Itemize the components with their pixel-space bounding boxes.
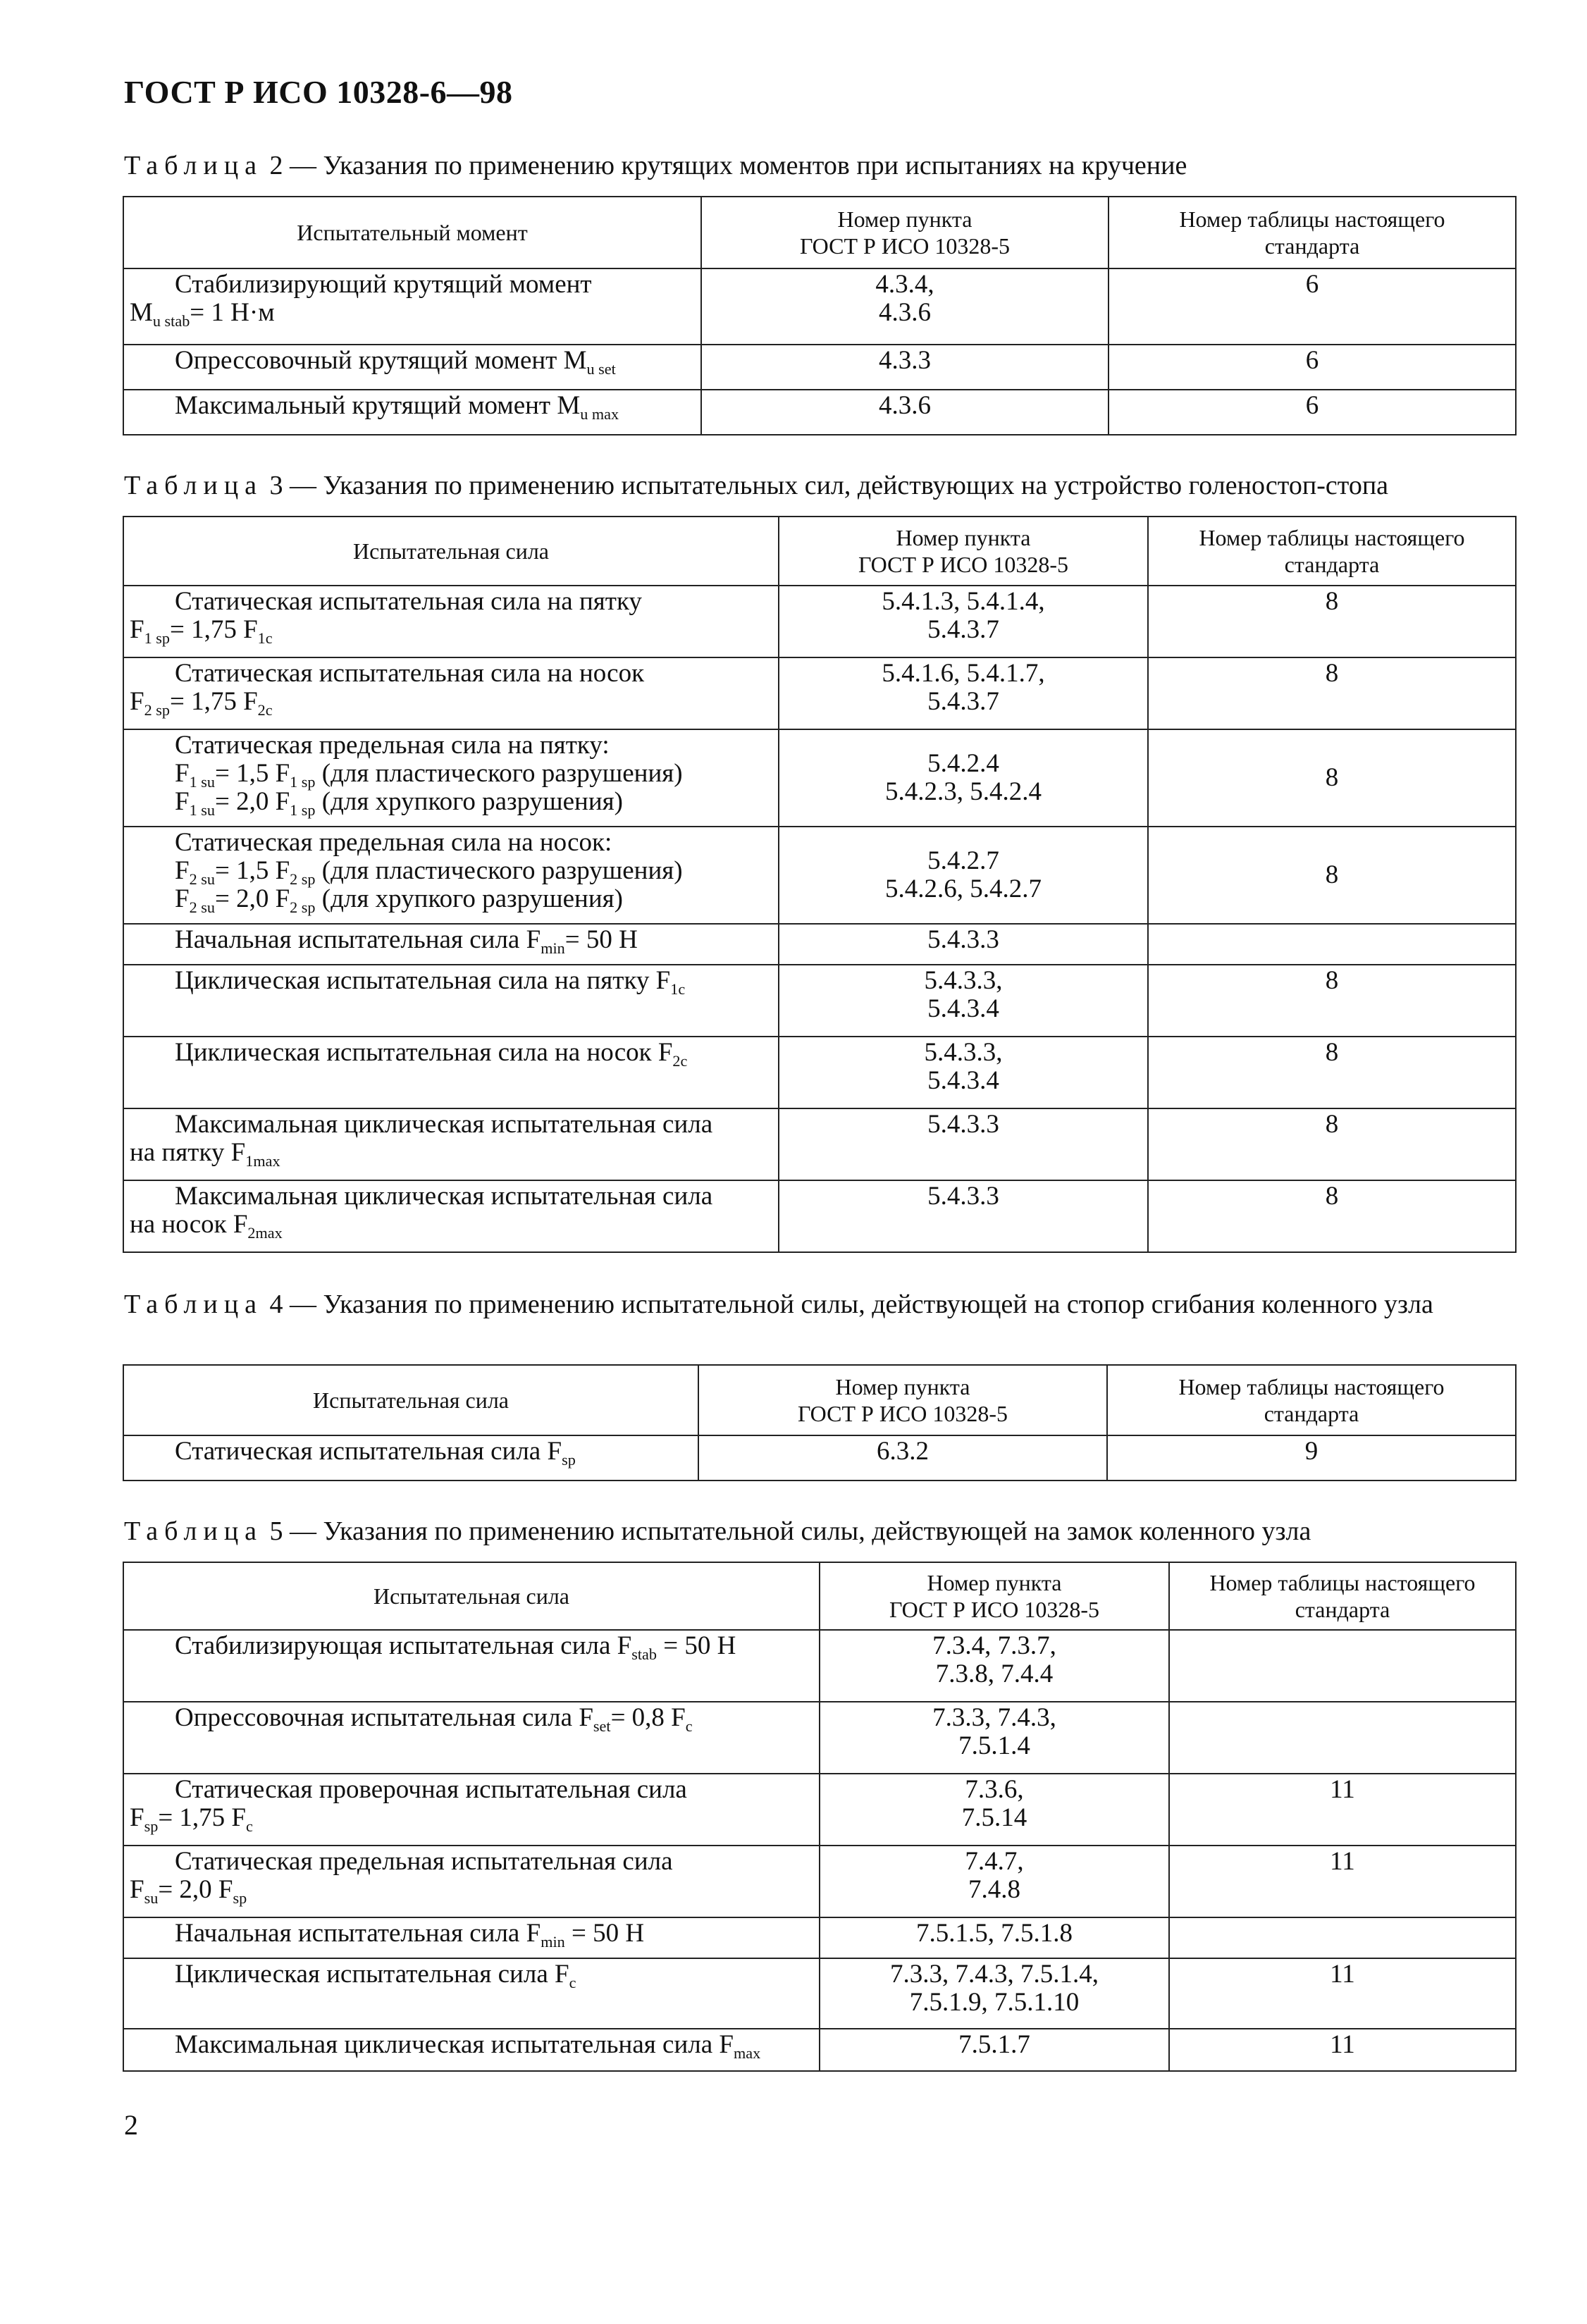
row-table-number: 6 — [1109, 268, 1516, 345]
row-table-number: 8 — [1148, 1108, 1516, 1180]
row-label: Циклическая испытательная сила на пятку $F_{1c}$ — [123, 965, 779, 1037]
table-3 — [123, 516, 1517, 1253]
table-2 — [123, 196, 1517, 435]
row-clause: 7.3.6, 7.5.14 — [820, 1774, 1169, 1846]
table-row — [123, 268, 1516, 345]
column-header-clause: Номер пункта ГОСТ Р ИСО 10328-5 — [698, 1365, 1107, 1435]
table-4-header-row — [123, 1365, 1516, 1435]
row-clause: 6.3.2 — [698, 1435, 1107, 1481]
table-2-header-row — [123, 197, 1516, 268]
row-label: Стабилизирующий крутящий момент $M_{u stab}= 1$ Н·м — [123, 268, 701, 345]
row-table-number: 8 — [1148, 827, 1516, 924]
row-label: Статическая испытательная сила $F_{sp}$ — [123, 1435, 698, 1481]
table-4 — [123, 1364, 1517, 1481]
row-table-number — [1169, 1702, 1516, 1774]
row-label: Максимальный крутящий момент $M_{u max}$ — [123, 390, 701, 435]
table-2-caption — [124, 149, 1517, 182]
row-label: Максимальная циклическая испытательная сила на носок $F_{2max}$ — [123, 1180, 779, 1252]
row-label: Максимальная циклическая испытательная сила $F_{max}$ — [123, 2029, 820, 2071]
column-header-table-number: Номер таблицы настоящего стандарта — [1109, 197, 1516, 268]
row-table-number: 11 — [1169, 1774, 1516, 1846]
row-label: Стабилизирующая испытательная сила $F_{stab} = 50$ Н — [123, 1630, 820, 1702]
row-clause: 5.4.3.3, 5.4.3.4 — [779, 965, 1148, 1037]
row-label: Статическая испытательная сила на пятку $F_{1 sp}= 1,75$ $F_{1c}$ — [123, 586, 779, 657]
table-2-caption-word: Таблица — [124, 151, 264, 180]
row-clause: 5.4.3.3 — [779, 1180, 1148, 1252]
table-row — [123, 1958, 1516, 2029]
row-table-number: 9 — [1107, 1435, 1516, 1481]
row-table-number: 6 — [1109, 345, 1516, 390]
row-clause: 5.4.1.6, 5.4.1.7, 5.4.3.7 — [779, 657, 1148, 729]
row-label: Начальная испытательная сила $F_{min} = 50$ Н — [123, 1917, 820, 1958]
column-header-force: Испытательная сила — [123, 517, 779, 586]
table-row — [123, 390, 1516, 435]
row-clause: 7.5.1.7 — [820, 2029, 1169, 2071]
table-row — [123, 729, 1516, 827]
row-clause: 5.4.1.3, 5.4.1.4, 5.4.3.7 — [779, 586, 1148, 657]
row-table-number: 11 — [1169, 2029, 1516, 2071]
page-number: 2 — [124, 2109, 138, 2141]
table-4-caption — [124, 1288, 1517, 1321]
column-header-table-number: Номер таблицы настоящего стандарта — [1107, 1365, 1516, 1435]
row-clause: 5.4.3.3 — [779, 1108, 1148, 1180]
row-table-number: 8 — [1148, 965, 1516, 1037]
row-table-number: 8 — [1148, 657, 1516, 729]
table-3-caption-word: Таблица — [124, 471, 264, 500]
row-table-number: 8 — [1148, 1037, 1516, 1108]
column-header-clause: Номер пункта ГОСТ Р ИСО 10328-5 — [779, 517, 1148, 586]
row-table-number: 8 — [1148, 586, 1516, 657]
row-table-number — [1148, 924, 1516, 965]
table-row — [123, 1180, 1516, 1252]
row-clause: 7.5.1.5, 7.5.1.8 — [820, 1917, 1169, 1958]
column-header-clause: Номер пункта ГОСТ Р ИСО 10328-5 — [701, 197, 1109, 268]
row-table-number: 11 — [1169, 1958, 1516, 2029]
row-clause: 4.3.6 — [701, 390, 1109, 435]
row-table-number — [1169, 1917, 1516, 1958]
row-clause: 4.3.4, 4.3.6 — [701, 268, 1109, 345]
table-row — [123, 924, 1516, 965]
column-header-clause: Номер пункта ГОСТ Р ИСО 10328-5 — [820, 1562, 1169, 1630]
table-5-header-row — [123, 1562, 1516, 1630]
column-header-table-number: Номер таблицы настоящего стандарта — [1148, 517, 1516, 586]
table-5-caption — [124, 1515, 1517, 1547]
row-label: Максимальная циклическая испытательная сила на пятку $F_{1max}$ — [123, 1108, 779, 1180]
row-clause: 7.3.4, 7.3.7, 7.3.8, 7.4.4 — [820, 1630, 1169, 1702]
row-clause: 4.3.3 — [701, 345, 1109, 390]
table-row — [123, 345, 1516, 390]
table-row — [123, 965, 1516, 1037]
document-header: ГОСТ Р ИСО 10328-6—98 — [124, 74, 513, 110]
table-row — [123, 1702, 1516, 1774]
row-clause: 5.4.3.3 — [779, 924, 1148, 965]
table-row — [123, 657, 1516, 729]
row-label: Статическая предельная испытательная сила $F_{su}= 2,0$ $F_{sp}$ — [123, 1846, 820, 1917]
table-row — [123, 1037, 1516, 1108]
row-label: Статическая испытательная сила на носок $F_{2 sp}= 1,75$ $F_{2c}$ — [123, 657, 779, 729]
column-header-moment: Испытательный момент — [123, 197, 701, 268]
column-header-table-number: Номер таблицы настоящего стандарта — [1169, 1562, 1516, 1630]
row-table-number: 8 — [1148, 729, 1516, 827]
table-3-caption — [124, 469, 1517, 502]
row-table-number — [1169, 1630, 1516, 1702]
table-5-caption-word: Таблица — [124, 1516, 264, 1546]
table-4-caption-text: 4 — Указания по применению испытательной силы, действующей на стопор сгибания коленного узла — [269, 1290, 1433, 1319]
table-4-caption-word: Таблица — [124, 1290, 264, 1319]
column-header-force: Испытательная сила — [123, 1365, 698, 1435]
table-row — [123, 1917, 1516, 1958]
table-5 — [123, 1562, 1517, 2072]
row-label: Опрессовочный крутящий момент $M_{u set}$ — [123, 345, 701, 390]
column-header-force: Испытательная сила — [123, 1562, 820, 1630]
table-3-caption-text: 3 — Указания по применению испытательных сил, действующих на устройство голеностоп-стопа — [269, 471, 1389, 500]
row-clause: 5.4.2.7 5.4.2.6, 5.4.2.7 — [779, 827, 1148, 924]
table-row — [123, 1435, 1516, 1481]
row-label: Циклическая испытательная сила $F_c$ — [123, 1958, 820, 2029]
table-row — [123, 827, 1516, 924]
row-label: Начальная испытательная сила $F_{min}= 50$ Н — [123, 924, 779, 965]
row-label: Статическая проверочная испытательная сила $F_{sp}= 1,75$ $F_c$ — [123, 1774, 820, 1846]
row-clause: 5.4.3.3, 5.4.3.4 — [779, 1037, 1148, 1108]
table-row — [123, 1630, 1516, 1702]
row-table-number: 11 — [1169, 1846, 1516, 1917]
row-clause: 7.4.7, 7.4.8 — [820, 1846, 1169, 1917]
row-label: Статическая предельная сила на носок: $F_{2 su}= 1,5$ $F_{2 sp}$ (для пластического разрушения) $F_{2 su}= 2,0$ $F_{2 sp}$ (для хрупкого разрушения) — [123, 827, 779, 924]
row-table-number: 8 — [1148, 1180, 1516, 1252]
row-label: Статическая предельная сила на пятку: $F_{1 su}= 1,5$ $F_{1 sp}$ (для пластического разрушения) $F_{1 su}= 2,0$ $F_{1 sp}$ (для хрупкого разрушения) — [123, 729, 779, 827]
table-row — [123, 1108, 1516, 1180]
table-row — [123, 1774, 1516, 1846]
table-row — [123, 1846, 1516, 1917]
table-5-caption-text: 5 — Указания по применению испытательной силы, действующей на замок коленного узла — [269, 1516, 1311, 1546]
row-clause: 7.3.3, 7.4.3, 7.5.1.4, 7.5.1.9, 7.5.1.10 — [820, 1958, 1169, 2029]
row-table-number: 6 — [1109, 390, 1516, 435]
table-3-header-row — [123, 517, 1516, 586]
table-row — [123, 586, 1516, 657]
table-2-caption-text: 2 — Указания по применению крутящих моментов при испытаниях на кручение — [269, 151, 1187, 180]
table-row — [123, 2029, 1516, 2071]
row-label: Опрессовочная испытательная сила $F_{set}= 0,8$ $F_c$ — [123, 1702, 820, 1774]
row-label: Циклическая испытательная сила на носок $F_{2c}$ — [123, 1037, 779, 1108]
row-clause: 7.3.3, 7.4.3, 7.5.1.4 — [820, 1702, 1169, 1774]
row-clause: 5.4.2.4 5.4.2.3, 5.4.2.4 — [779, 729, 1148, 827]
